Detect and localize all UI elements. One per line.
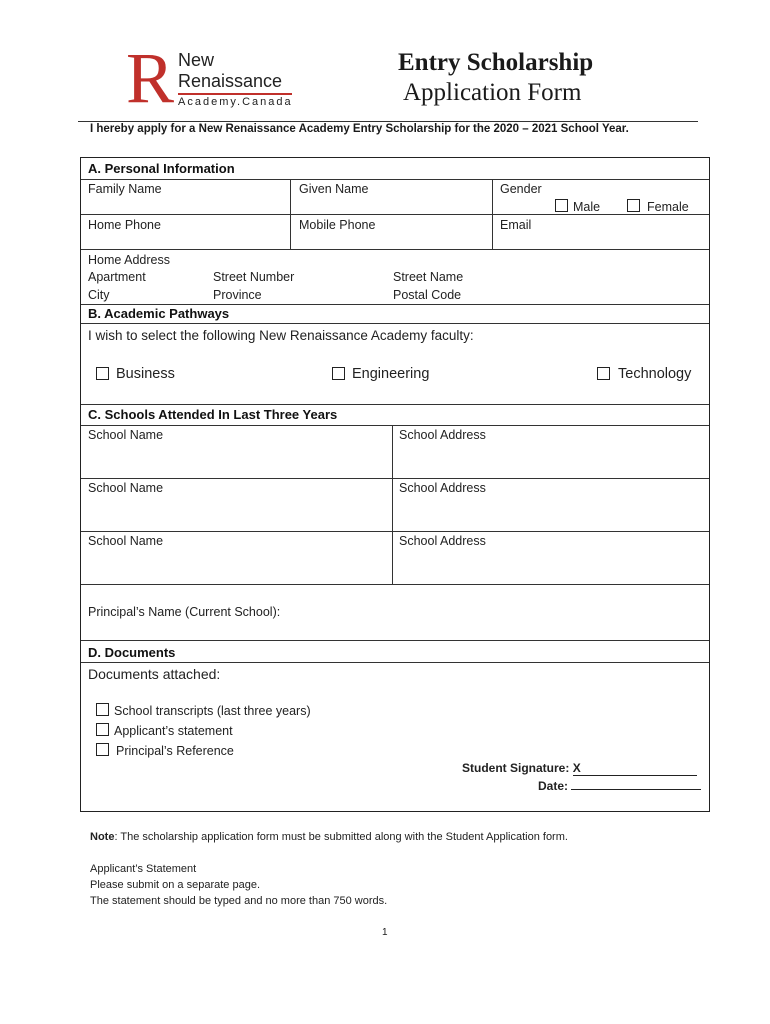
date-label: Date: — [538, 779, 569, 793]
school-address-field-1[interactable]: School Address — [399, 428, 486, 442]
engineering-checkbox[interactable] — [332, 367, 345, 380]
city-field[interactable]: City — [88, 288, 110, 302]
divider — [81, 662, 709, 663]
statement-title: Applicant’s Statement — [90, 863, 197, 875]
note-text: : The scholarship application form must be submitted along with the Student Application form. — [114, 831, 568, 843]
submission-note — [90, 831, 568, 843]
section-d-title: D. Documents — [88, 645, 176, 660]
divider — [81, 179, 709, 180]
business-label: Business — [116, 366, 175, 382]
page-subtitle: Application Form — [403, 79, 582, 106]
page-title: Entry Scholarship — [398, 49, 594, 76]
divider — [81, 323, 709, 324]
school-address-field-2[interactable]: School Address — [399, 481, 486, 495]
business-checkbox[interactable] — [96, 367, 109, 380]
reference-label: Principal’s Reference — [116, 744, 234, 758]
family-name-field[interactable]: Family Name — [88, 182, 162, 196]
email-field[interactable]: Email — [500, 218, 532, 232]
apartment-field[interactable]: Apartment — [88, 270, 146, 284]
engineering-label: Engineering — [352, 366, 430, 382]
application-form — [80, 157, 710, 812]
divider — [81, 531, 709, 532]
technology-label: Technology — [618, 366, 692, 382]
intro-statement: I hereby apply for a New Renaissance Academy Entry Scholarship for the 2020 – 2021 School Year. — [90, 123, 629, 135]
documents-prompt: Documents attached: — [88, 666, 221, 682]
school-name-field-2[interactable]: School Name — [88, 481, 164, 495]
home-address-label: Home Address — [88, 253, 170, 267]
note-label: Note — [90, 831, 115, 843]
school-address-field-3[interactable]: School Address — [399, 534, 486, 548]
reference-checkbox[interactable] — [96, 743, 109, 756]
school-name-field-1[interactable]: School Name — [88, 428, 164, 442]
transcripts-checkbox[interactable] — [96, 703, 109, 716]
street-name-field[interactable]: Street Name — [393, 270, 464, 284]
divider — [81, 425, 709, 426]
statement-label: Applicant’s statement — [114, 724, 233, 738]
female-checkbox[interactable] — [627, 199, 640, 212]
header-rule — [78, 121, 698, 122]
logo-text-renaissance: Renaissance — [178, 71, 283, 91]
principal-name-field[interactable]: Principal’s Name (Current School): — [88, 605, 281, 619]
date-line — [571, 789, 701, 790]
section-a-title: A. Personal Information — [88, 161, 235, 176]
postal-code-field[interactable]: Postal Code — [393, 288, 462, 302]
statement-line-1: Please submit on a separate page. — [90, 879, 261, 891]
transcripts-label: School transcripts (last three years) — [114, 704, 311, 718]
male-label: Male — [573, 200, 601, 214]
male-checkbox[interactable] — [555, 199, 568, 212]
mobile-phone-field[interactable]: Mobile Phone — [299, 218, 376, 232]
section-c-title: C. Schools Attended In Last Three Years — [88, 407, 338, 422]
divider — [81, 249, 709, 250]
divider — [392, 425, 393, 584]
section-b-title: B. Academic Pathways — [88, 306, 230, 321]
page-number: 1 — [382, 927, 388, 938]
statement-line-2: The statement should be typed and no more than 750 words. — [90, 895, 388, 907]
female-label: Female — [647, 200, 689, 214]
logo-text-new: New — [178, 50, 215, 70]
divider — [81, 478, 709, 479]
given-name-field[interactable]: Given Name — [299, 182, 369, 196]
signature-field[interactable] — [462, 761, 697, 776]
signature-mark: X — [572, 761, 581, 775]
divider — [81, 304, 709, 305]
school-name-field-3[interactable]: School Name — [88, 534, 164, 548]
home-phone-field[interactable]: Home Phone — [88, 218, 161, 232]
statement-checkbox[interactable] — [96, 723, 109, 736]
date-field[interactable] — [538, 779, 701, 793]
gender-label: Gender — [500, 182, 542, 196]
province-field[interactable]: Province — [213, 288, 262, 302]
technology-checkbox[interactable] — [597, 367, 610, 380]
logo-divider — [178, 93, 292, 95]
street-number-field[interactable]: Street Number — [213, 270, 295, 284]
logo-text-academy: Academy.Canada — [178, 96, 293, 108]
divider — [81, 640, 709, 641]
divider — [81, 404, 709, 405]
faculty-prompt: I wish to select the following New Renaissance Academy faculty: — [88, 328, 474, 343]
logo-letter: R — [126, 38, 175, 118]
divider — [81, 584, 709, 585]
signature-label: Student Signature: — [462, 761, 570, 775]
signature-line — [573, 761, 697, 776]
divider — [81, 214, 709, 215]
